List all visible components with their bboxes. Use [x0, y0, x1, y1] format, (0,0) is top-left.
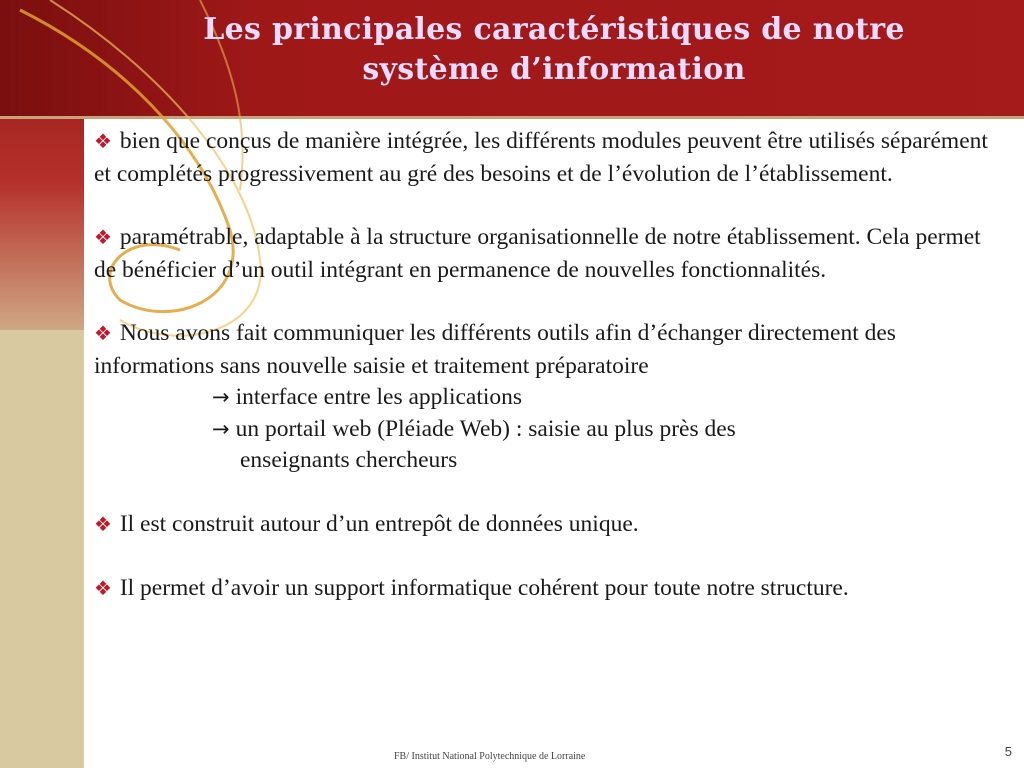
right-arrow-icon: →	[212, 385, 230, 409]
header-divider	[0, 116, 1024, 119]
bullet-1-text: bien que conçus de manière intégrée, les différents modules peuvent être utilisés séparément et complétés progressivement au gré des besoins et de l’évolution de l’établissement.	[94, 128, 988, 187]
sub-item-2-continuation: enseignants chercheurs	[240, 447, 458, 473]
bullet-5-text: Il permet d’avoir un support informatique cohérent pour toute notre structure.	[119, 575, 849, 601]
sub-item-1-text: interface entre les applications	[235, 384, 523, 410]
slide-title	[84, 10, 1024, 90]
diamond-bullet-icon: ❖	[94, 578, 112, 600]
diamond-bullet-icon: ❖	[94, 131, 112, 153]
sub-item-2	[94, 414, 1004, 446]
bullet-4-text: Il est construit autour d’un entrepôt de données unique.	[119, 510, 639, 537]
page-number: 5	[1004, 744, 1012, 759]
bullet-3	[94, 318, 1004, 382]
diamond-bullet-icon: ❖	[94, 227, 112, 249]
right-arrow-icon: →	[212, 416, 230, 441]
title-line-1: Les principales caractéristiques de notre	[203, 12, 905, 47]
bullet-3-text: Nous avons fait communiquer les différents outils afin d’échanger directement des informations sans nouvelle saisie et traitement préparatoire	[94, 320, 896, 379]
diamond-bullet-icon: ❖	[94, 323, 112, 345]
sub-item-1	[94, 382, 1004, 414]
bullet-2	[94, 222, 1004, 286]
title-line-2: système d’information	[362, 52, 746, 87]
diamond-bullet-icon: ❖	[94, 513, 112, 536]
bullet-1	[94, 126, 1004, 190]
bullet-4	[94, 509, 1004, 542]
slide-body	[94, 126, 1004, 606]
slide-footer: FB/ Institut National Polytechnique de Lorraine	[394, 751, 586, 762]
bullet-5	[94, 573, 1004, 606]
bullet-2-text: paramétrable, adaptable à la structure organisationnelle de notre établissement. Cela permet de bénéficier d’un outil intégrant en permanence de nouvelles fonctionnalités.	[94, 224, 981, 283]
sub-item-2-text: un portail web (Pléiade Web) : saisie au plus près des	[235, 415, 736, 442]
